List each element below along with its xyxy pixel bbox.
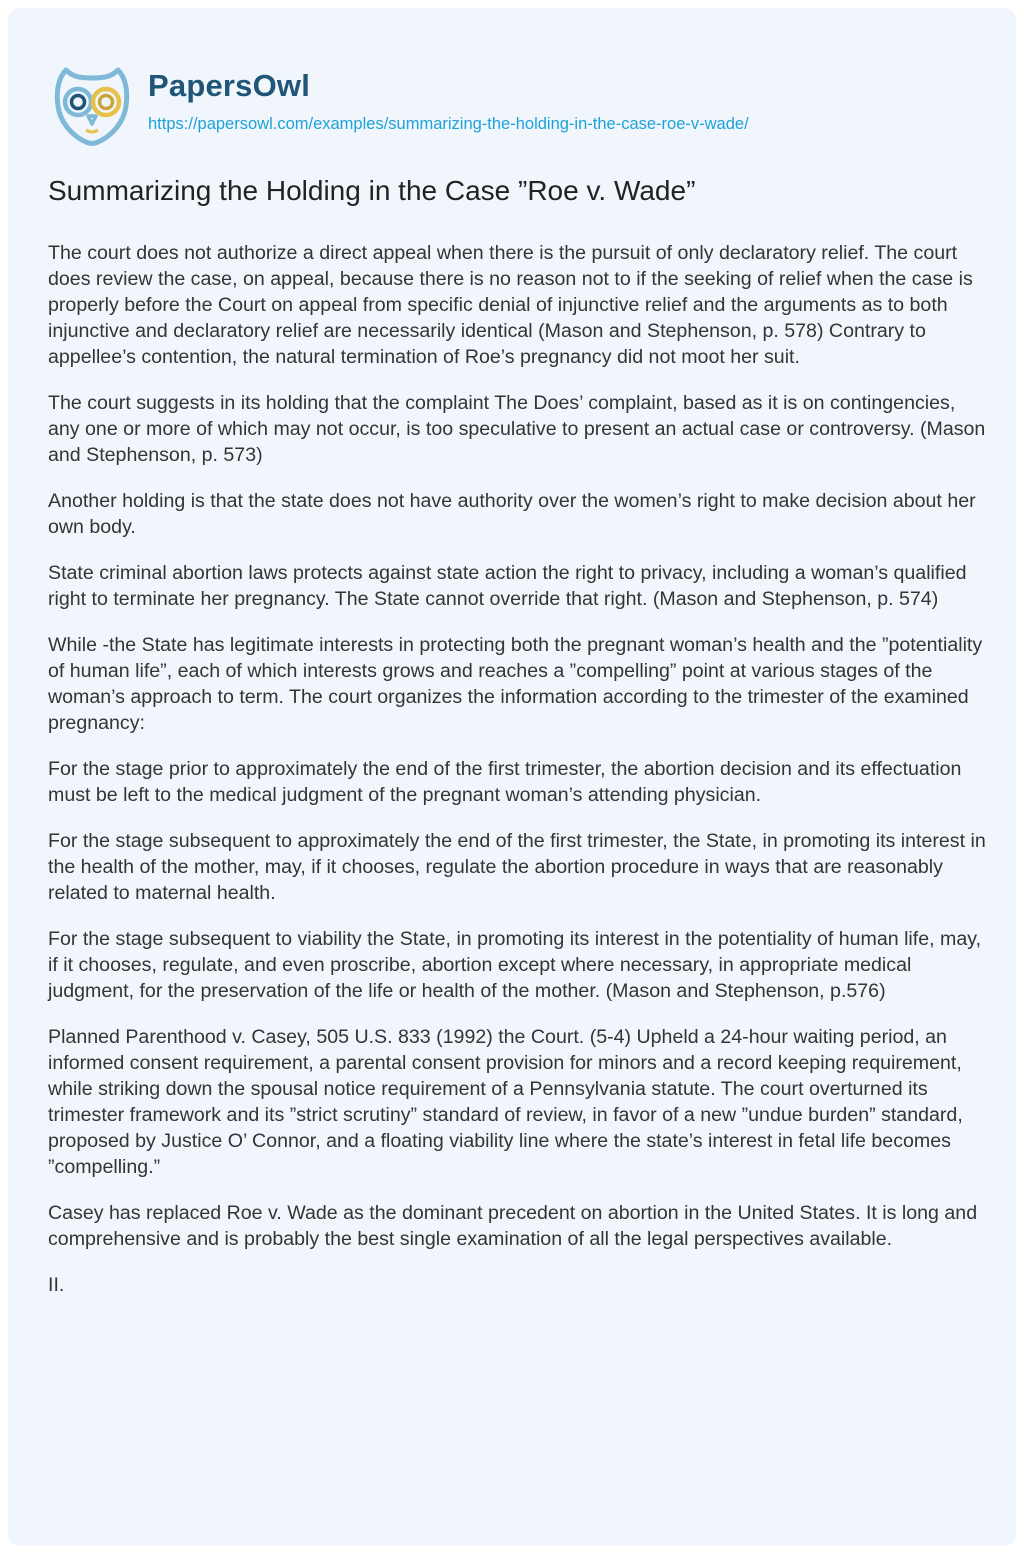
paragraph: State criminal abortion laws protects against state action the right to privacy, including a woman’s qualified right to terminate her pregnancy. The State cannot override that right. (Mason and Stephenson, p. 574) [48, 562, 967, 610]
section-heading: II. [48, 1274, 65, 1296]
paragraph: While -the State has legitimate interests in protecting both the pregnant woman’s health and the ”potentiality of human life”, each of which interests grows and reaches a ”compelling” point at various stages of the woman’s approach to term. The court organizes the information according to the trimester of the examined pregnancy: [48, 634, 983, 734]
paragraph: The court does not authorize a direct appeal when there is the pursuit of only declaratory relief. The court does review the case, on appeal, because there is no reason not to if the seeking of relief when the case is properly before the Court on appeal from specific denial of injunctive relief and the arguments as to both injunctive and declaratory relief are necessarily identical (Mason and Stephenson, p. 578) Contrary to appellee’s contention, the natural termination of Roe’s pregnancy did not moot her suit. [48, 242, 973, 368]
document-page [8, 8, 1016, 1546]
page-title: Summarizing the Holding in the Case ”Roe v. Wade” [48, 175, 696, 206]
paragraph: Planned Parenthood v. Casey, 505 U.S. 833 (1992) the Court. (5-4) Upheld a 24-hour waiting period, an informed consent requirement, a parental consent provision for minors and a record keeping requirement, while striking down the spousal notice requirement of a Pennsylvania statute. The court overturned its trimester framework and its ”strict scrutiny” standard of review, in favor of a new ”undue burden” standard, proposed by Justice O’ Connor, and a floating viability line where the state’s interest in fetal life becomes ”compelling.” [48, 1026, 963, 1178]
paragraph: For the stage subsequent to viability the State, in promoting its interest in the potentiality of human life, may, if it chooses, regulate, and even proscribe, abortion except where necessary, in appropriate medical judgment, for the preservation of the life or health of the mother. (Mason and Stephenson, p.576) [48, 928, 982, 1002]
brand-name[interactable]: PapersOwl [148, 68, 311, 103]
paragraph: Casey has replaced Roe v. Wade as the dominant precedent on abortion in the United States. It is long and comprehensive and is probably the best single examination of all the legal perspectives available. [48, 1202, 978, 1250]
site-header [48, 58, 749, 148]
paragraph: For the stage prior to approximately the end of the first trimester, the abortion decision and its effectuation must be left to the medical judgment of the pregnant woman’s attending physician. [48, 758, 962, 806]
brand-block [148, 68, 749, 134]
paragraph: The court suggests in its holding that the complaint The Does’ complaint, based as it is on contingencies, any one or more of which may not occur, is too speculative to present an actual case or controversy. (Mason and Stephenson, p. 573) [48, 392, 986, 466]
page-url-link[interactable]: https://papersowl.com/examples/summarizing-the-holding-in-the-case-roe-v-wade/ [148, 115, 749, 133]
essay-body [48, 240, 988, 1318]
paragraph: For the stage subsequent to approximately the end of the first trimester, the State, in promoting its interest in the health of the mother, may, if it chooses, regulate the abortion procedure in ways that are reasonably related to maternal health. [48, 830, 986, 904]
paragraph: Another holding is that the state does not have authority over the women’s right to make decision about her own body. [48, 490, 976, 538]
owl-logo-icon[interactable] [48, 58, 144, 148]
